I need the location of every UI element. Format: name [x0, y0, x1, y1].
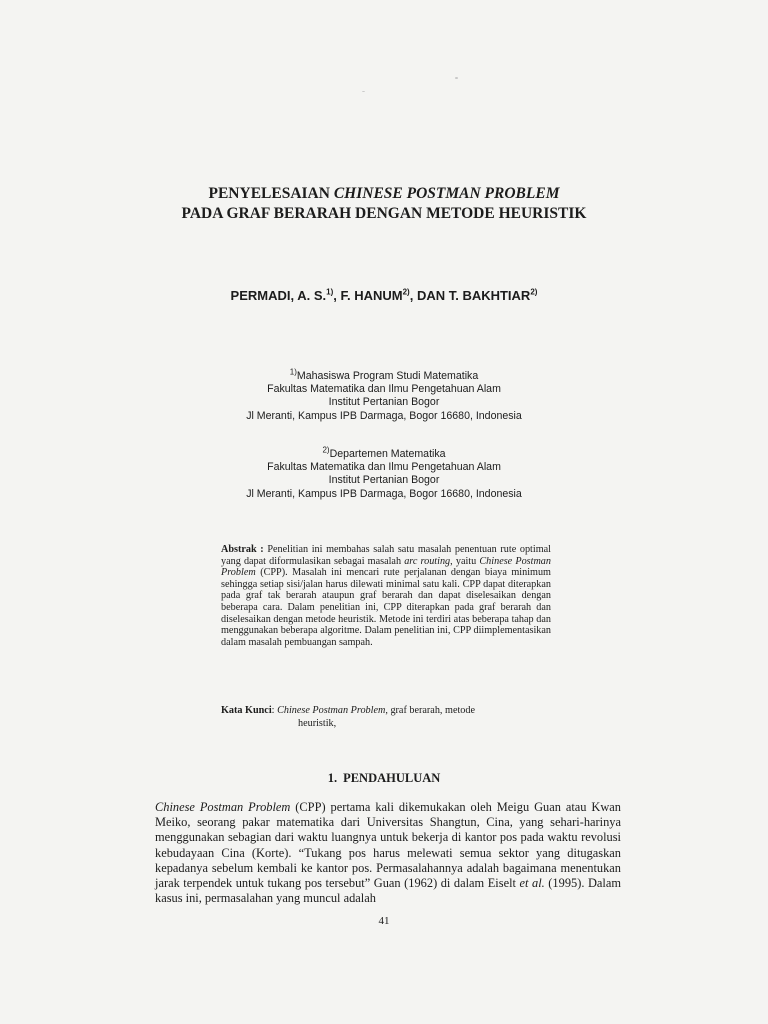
keyword-italic: Chinese Postman Problem: [277, 705, 386, 716]
keywords: [221, 704, 551, 730]
affil-marker: 2): [322, 445, 330, 455]
affiliation-line: [0, 445, 768, 461]
author-affil-marker: 2): [530, 287, 538, 297]
affiliation-line: [0, 367, 768, 383]
affiliation-line: Fakultas Matematika dan Ilmu Pengetahuan Alam: [267, 383, 501, 396]
affiliation-2: [0, 445, 768, 501]
scan-speck: [455, 77, 458, 79]
affiliation-line: Jl Meranti, Kampus IPB Darmaga, Bogor 16680, Indonesia: [246, 487, 522, 500]
page-number: 41: [378, 915, 390, 927]
keywords-colon: :: [271, 705, 278, 716]
title-line-1: [0, 184, 768, 204]
author-name: PERMADI, A. S.: [230, 288, 327, 303]
affil-marker: 1): [289, 367, 297, 377]
abstract-text: Penelitian ini membahas salah satu masalah penentuan rute optimal yang dapat diformulasikan sebagai masalah: [221, 544, 551, 567]
abstract-text: (CPP). Masalah ini mencari rute perjalanan dengan biaya minimum sehingga setiap sisi/jalan harus dilewati minimal satu kali. CPP dapat diterapkan pada graf tak berarah ataupun graf berarah dan dapat diselesaikan dengan beberapa cara. Dalam penelitian ini, CPP diterapkan pada graf berarah dan diselesaikan dengan metode heuristik. Metode ini terdiri atas beberapa tahap dan menggunakan beberapa algoritme. Dalam penelitian ini, CPP diimplementasikan dalam masalah pembuangan sampah.: [221, 567, 551, 648]
author-affil-marker: 2): [402, 287, 410, 297]
author-name: , F. HANUM: [333, 288, 403, 303]
section-heading: [0, 771, 768, 786]
affiliation-line: Institut Pertanian Bogor: [328, 396, 440, 409]
affiliation-line: Fakultas Matematika dan Ilmu Pengetahuan Alam: [267, 461, 501, 474]
keywords-text: heuristik,: [298, 718, 337, 729]
keywords-label: Kata Kunci: [221, 705, 272, 716]
title-line-2: PADA GRAF BERARAH DENGAN METODE HEURISTIK: [181, 205, 587, 222]
title-italic-text: CHINESE POSTMAN PROBLEM: [333, 185, 560, 202]
author-name: , DAN T. BAKHTIAR: [409, 288, 531, 303]
body-paragraph: [155, 800, 621, 906]
body-text: (CPP) pertama kali dikemukakan oleh Meigu Guan atau Kwan Meiko, seorang pakar matematika dari Universitas Shangtun, Cina, yang sehari-harinya menggunakan sebagian dari waktu luangnya untuk bekerja di kantor pos pada waktu revolusi kebudayaan Cina (Korte). “Tukang pos harus melewati semua sektor yang ditugaskan kepadanya sebelum kembali ke kantor pos. Permasalahannya adalah bagaimana menentukan jarak terpendek untuk tukang pos tersebut” Guan (1962) di dalam Eiselt: [155, 800, 621, 891]
paper-title: [0, 184, 768, 224]
abstract: [221, 544, 551, 648]
affiliation-text: Departemen Matematika: [329, 448, 446, 460]
abstract-label: Abstrak :: [221, 544, 264, 555]
section-number: 1.: [327, 771, 338, 785]
abstract-text: , yaitu: [450, 555, 480, 567]
body-italic: Chinese Postman Problem: [155, 800, 291, 814]
keywords-text: , graf berarah, metode: [385, 705, 476, 716]
title-text: PENYELESAIAN: [208, 185, 334, 202]
affiliation-line: Jl Meranti, Kampus IPB Darmaga, Bogor 16680, Indonesia: [246, 409, 522, 422]
affiliation-1: [0, 367, 768, 423]
body-italic: et al.: [519, 876, 545, 891]
author-list: [0, 288, 768, 303]
scan-speck: [362, 91, 365, 92]
abstract-italic: Chinese Postman Problem: [221, 555, 551, 579]
section-title: PENDAHULUAN: [343, 771, 441, 785]
abstract-italic: arc routing: [404, 555, 451, 567]
author-affil-marker: 1): [326, 287, 334, 297]
body-text: (1995). Dalam kasus ini, permasalahan yang muncul adalah: [155, 876, 622, 906]
affiliation-line: Institut Pertanian Bogor: [328, 474, 440, 487]
affiliation-text: Mahasiswa Program Studi Matematika: [296, 370, 479, 382]
